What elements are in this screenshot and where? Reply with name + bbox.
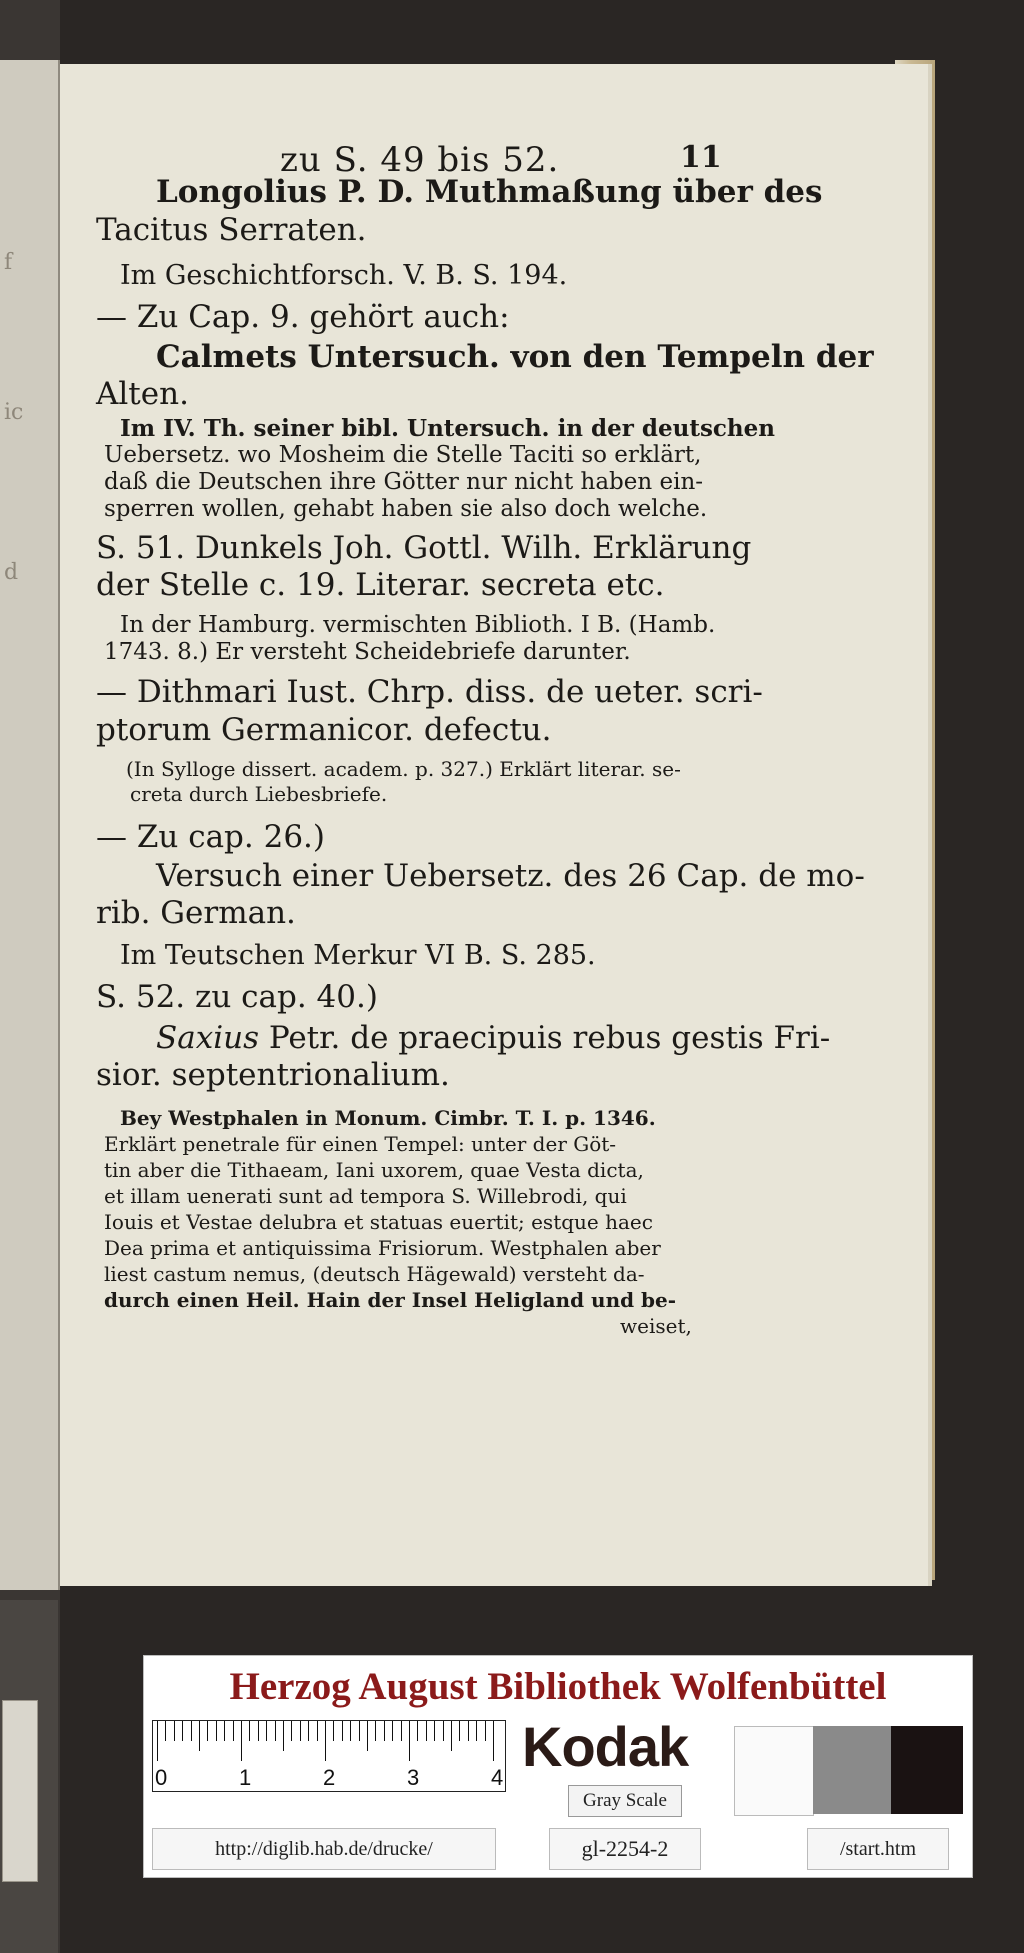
text-line: durch einen Heil. Hain der Insel Heligland und be- (104, 1288, 677, 1312)
page-number: 11 (680, 140, 722, 175)
ruler-tick (493, 1721, 494, 1761)
text-line: Tacitus Serraten. (96, 212, 367, 248)
ruler-tick (409, 1721, 410, 1761)
ruler-tick (283, 1721, 284, 1751)
library-label-strip (2, 1700, 38, 1882)
ruler-tick (317, 1721, 318, 1741)
ruler-tick (375, 1721, 376, 1741)
text-line: Longolius P. D. Muthmaßung über des (156, 174, 823, 210)
ruler-tick (300, 1721, 301, 1741)
gray-scale-label: Gray Scale (568, 1785, 682, 1817)
text-line: Calmets Untersuch. von den Tempeln der (156, 339, 874, 375)
text-line: daß die Deutschen ihre Götter nur nicht haben ein- (104, 469, 704, 495)
ruler-tick (165, 1721, 166, 1741)
kodak-logo: Kodak (522, 1715, 689, 1778)
text-line: 1743. 8.) Er versteht Scheidebriefe darunter. (104, 639, 631, 665)
text-line: sperren wollen, gehabt haben sie also doch welche. (104, 496, 708, 522)
ruler-tick (216, 1721, 217, 1741)
ruler-number: 3 (407, 1765, 420, 1790)
text-line: In der Hamburg. vermischten Biblioth. I B. (Hamb. (120, 612, 716, 638)
ruler-tick (426, 1721, 427, 1741)
ruler-number: 1 (239, 1765, 252, 1790)
text-line: sior. septentrionalium. (96, 1057, 450, 1093)
shelfmark-field: gl-2254-2 (549, 1828, 701, 1870)
ruler-tick (476, 1721, 477, 1741)
ruler-tick (333, 1721, 334, 1741)
ruler-tick (224, 1721, 225, 1741)
ruler-tick (325, 1721, 326, 1761)
text-line: Erklärt penetrale für einen Tempel: unter der Göt- (104, 1132, 617, 1156)
running-head: zu S. 49 bis 52. (280, 140, 560, 180)
ruler-tick (443, 1721, 444, 1741)
ruler-tick (468, 1721, 469, 1741)
ruler-tick (157, 1721, 158, 1761)
previous-page-lower (0, 1600, 58, 1953)
text-line: Im Teutschen Merkur VI B. S. 285. (120, 940, 596, 971)
ruler-tick (266, 1721, 267, 1741)
text-line: weiset, (620, 1314, 692, 1338)
ruler-tick (384, 1721, 385, 1741)
ruler-tick (350, 1721, 351, 1741)
text-line: S. 52. zu cap. 40.) (96, 979, 378, 1015)
bleed-mark: d (4, 560, 19, 585)
text-line: Alten. (96, 376, 189, 412)
text-line: Bey Westphalen in Monum. Cimbr. T. I. p. 1346. (120, 1106, 656, 1130)
text-line: tin aber die Tithaeam, Iani uxorem, quae Vesta dicta, (104, 1158, 644, 1182)
text-line: Iouis et Vestae delubra et statuas euertit; estque haec (104, 1210, 653, 1234)
text-line: Uebersetz. wo Mosheim die Stelle Taciti so erklärt, (104, 442, 702, 468)
text-line: rib. German. (96, 895, 296, 931)
previous-page-edge (0, 60, 60, 1590)
ruler-tick (342, 1721, 343, 1741)
bleed-mark: ic (4, 400, 24, 425)
text-line: liest castum nemus, (deutsch Hägewald) versteht da- (104, 1262, 645, 1286)
ruler-tick (182, 1721, 183, 1741)
text-line: Dea prima et antiquissima Frisiorum. Westphalen aber (104, 1236, 661, 1260)
ruler-tick (401, 1721, 402, 1741)
text-line: S. 51. Dunkels Joh. Gottl. Wilh. Erklärung (96, 530, 752, 566)
ruler-tick (451, 1721, 452, 1751)
gray-swatch (813, 1726, 891, 1814)
color-target-card (143, 1655, 973, 1878)
url-left-field: http://diglib.hab.de/drucke/ (152, 1828, 496, 1870)
ruler-tick (241, 1721, 242, 1761)
ruler-tick (367, 1721, 368, 1751)
ruler-tick (207, 1721, 208, 1741)
text-line: creta durch Liebesbriefe. (130, 782, 388, 806)
text-line: — Dithmari Iust. Chrp. diss. de ueter. scri- (96, 674, 763, 710)
ruler-number: 2 (323, 1765, 336, 1790)
black-swatch (891, 1726, 963, 1814)
ruler-tick (308, 1721, 309, 1741)
ruler-tick (392, 1721, 393, 1741)
white-swatch (734, 1726, 814, 1816)
text-line: der Stelle c. 19. Literar. secreta etc. (96, 567, 665, 603)
text-line: Saxius Petr. de praecipuis rebus gestis Fri- (156, 1020, 831, 1056)
ruler-tick (191, 1721, 192, 1741)
ruler-tick (199, 1721, 200, 1751)
ruler-tick (291, 1721, 292, 1741)
ruler-tick (233, 1721, 234, 1741)
text-line: et illam uenerati sunt ad tempora S. Willebrodi, qui (104, 1184, 627, 1208)
ruler-tick (459, 1721, 460, 1741)
text-line: Im IV. Th. seiner bibl. Untersuch. in der deutschen (120, 415, 775, 442)
ruler-tick (275, 1721, 276, 1741)
ruler-number: 4 (491, 1765, 504, 1790)
text-line: Versuch einer Uebersetz. des 26 Cap. de mo- (156, 858, 865, 894)
library-title: Herzog August Bibliothek Wolfenbüttel (229, 1665, 887, 1708)
ruler-tick (359, 1721, 360, 1741)
ruler-tick (485, 1721, 486, 1741)
text-line: — Zu Cap. 9. gehört auch: (96, 299, 510, 335)
book-page (60, 64, 932, 1586)
scale-ruler (152, 1720, 506, 1792)
bleed-mark: f (4, 250, 13, 275)
ruler-tick (174, 1721, 175, 1741)
ruler-tick (434, 1721, 435, 1741)
ruler-tick (258, 1721, 259, 1741)
text-line: Im Geschichtforsch. V. B. S. 194. (120, 260, 568, 291)
ruler-tick (249, 1721, 250, 1741)
url-right-field: /start.htm (807, 1828, 949, 1870)
text-line: ptorum Germanicor. defectu. (96, 712, 552, 748)
ruler-tick (417, 1721, 418, 1741)
ruler-number: 0 (155, 1765, 168, 1790)
text-line: — Zu cap. 26.) (96, 819, 326, 855)
text-line: (In Sylloge dissert. academ. p. 327.) Erklärt literar. se- (126, 757, 681, 781)
